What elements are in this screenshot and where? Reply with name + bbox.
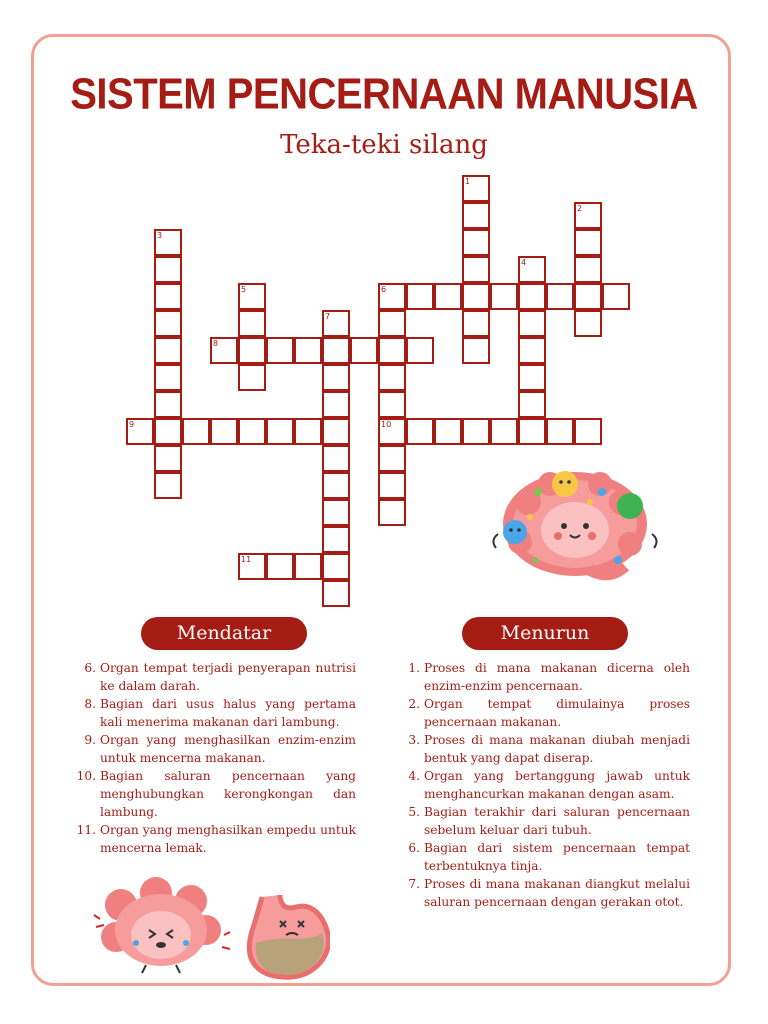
crossword-cell[interactable]	[294, 337, 322, 364]
down-clue	[398, 839, 690, 875]
crossword-cell[interactable]	[378, 445, 406, 472]
crossword-cell[interactable]	[406, 337, 434, 364]
clue-number: 7.	[408, 877, 420, 891]
clue-number: 5.	[408, 805, 420, 819]
crossword-cell[interactable]	[322, 364, 350, 391]
crossword-cell[interactable]	[238, 310, 266, 337]
crossword-cell[interactable]	[154, 310, 182, 337]
crossword-cell[interactable]	[322, 553, 350, 580]
crossword-cell[interactable]	[462, 283, 490, 310]
page-subtitle: Teka-teki silang	[280, 130, 488, 160]
crossword-cell[interactable]	[322, 445, 350, 472]
clue-text: Proses di mana makanan dicerna oleh enzim-enzim pencernaan.	[424, 661, 690, 693]
crossword-cell[interactable]	[322, 391, 350, 418]
crossword-clue-number: 6	[381, 285, 387, 294]
down-header: Menurun	[462, 617, 628, 650]
crossword-cell[interactable]	[518, 418, 546, 445]
down-clue-list	[398, 659, 690, 911]
clue-number: 1.	[408, 661, 420, 675]
crossword-clue-number: 1	[465, 177, 471, 186]
crossword-cell[interactable]	[322, 580, 350, 607]
crossword-cell[interactable]	[266, 553, 294, 580]
stomach-illustration	[240, 893, 330, 981]
crossword-cell[interactable]	[406, 283, 434, 310]
crossword-cell[interactable]	[546, 418, 574, 445]
across-clue	[74, 731, 356, 767]
crossword-cell[interactable]	[462, 337, 490, 364]
down-clue	[398, 803, 690, 839]
crossword-cell[interactable]	[462, 310, 490, 337]
crossword-cell[interactable]	[378, 499, 406, 526]
crossword-cell[interactable]	[406, 418, 434, 445]
crossword-cell[interactable]	[490, 283, 518, 310]
clue-text: Bagian dari sistem pencernaan tempat terbentuknya tinja.	[424, 841, 690, 873]
crossword-cell[interactable]	[490, 418, 518, 445]
crossword-clue-number: 8	[213, 339, 219, 348]
across-clue	[74, 695, 356, 731]
crossword-clue-number: 5	[241, 285, 247, 294]
crossword-cell[interactable]	[350, 337, 378, 364]
crossword-cell[interactable]	[574, 310, 602, 337]
across-clue	[74, 659, 356, 695]
crossword-clue-number: 2	[577, 204, 583, 213]
crossword-cell[interactable]	[462, 418, 490, 445]
clue-number: 11.	[76, 823, 96, 837]
clue-text: Organ tempat dimulainya proses pencernaan makanan.	[424, 697, 690, 729]
clue-text: Proses di mana makanan diubah menjadi bentuk yang dapat diserap.	[424, 733, 690, 765]
clue-number: 9.	[84, 733, 96, 747]
clue-number: 6.	[408, 841, 420, 855]
crossword-cell[interactable]	[434, 418, 462, 445]
crossword-cell[interactable]	[518, 364, 546, 391]
crossword-cell[interactable]	[322, 499, 350, 526]
crossword-cell[interactable]	[154, 364, 182, 391]
crossword-cell[interactable]	[378, 310, 406, 337]
across-clue	[74, 767, 356, 821]
down-clue	[398, 875, 690, 911]
crossword-cell[interactable]	[154, 283, 182, 310]
clue-text: Organ yang menghasilkan empedu untuk mencerna lemak.	[100, 823, 356, 855]
crossword-cell[interactable]	[154, 472, 182, 499]
clue-number: 8.	[84, 697, 96, 711]
intestine-illustration	[490, 462, 660, 587]
crossword-cell[interactable]	[518, 310, 546, 337]
crossword-cell[interactable]	[574, 283, 602, 310]
crossword-clue-number: 11	[241, 555, 252, 564]
crossword-cell[interactable]	[238, 364, 266, 391]
across-header: Mendatar	[141, 617, 307, 650]
crossword-cell[interactable]	[378, 337, 406, 364]
crossword-cell[interactable]	[182, 418, 210, 445]
clue-text: Bagian dari usus halus yang pertama kali menerima makanan dari lambung.	[100, 697, 356, 729]
clue-text: Proses di mana makanan diangkut melalui saluran pencernaan dengan gerakan otot.	[424, 877, 690, 909]
crossword-clue-number: 7	[325, 312, 331, 321]
crossword-cell[interactable]	[154, 391, 182, 418]
crossword-cell[interactable]	[462, 256, 490, 283]
crossword-cell[interactable]	[154, 337, 182, 364]
crossword-cell[interactable]	[518, 283, 546, 310]
clue-text: Organ yang bertanggung jawab untuk menghancurkan makanan dengan asam.	[424, 769, 690, 801]
crossword-cell[interactable]	[266, 418, 294, 445]
clue-text: Organ yang menghasilkan enzim-enzim untuk mencerna makanan.	[100, 733, 356, 765]
crossword-cell[interactable]	[266, 337, 294, 364]
crossword-cell[interactable]	[238, 337, 266, 364]
crossword-cell[interactable]	[518, 391, 546, 418]
crossword-clue-number: 3	[157, 231, 163, 240]
crossword-cell[interactable]	[518, 337, 546, 364]
crossword-cell[interactable]	[462, 229, 490, 256]
crossword-clue-number: 4	[521, 258, 527, 267]
crossword-cell[interactable]	[154, 418, 182, 445]
across-clue	[74, 821, 356, 857]
crossword-cell[interactable]	[574, 418, 602, 445]
clue-text: Bagian terakhir dari saluran pencernaan sebelum keluar dari tubuh.	[424, 805, 690, 837]
down-clue	[398, 731, 690, 767]
crossword-cell[interactable]	[378, 364, 406, 391]
down-clue	[398, 695, 690, 731]
clue-number: 10.	[76, 769, 96, 783]
across-clue-list	[74, 659, 356, 857]
crossword-cell[interactable]	[434, 283, 462, 310]
crossword-cell[interactable]	[238, 418, 266, 445]
clue-text: Bagian saluran pencernaan yang menghubungkan kerongkongan dan lambung.	[100, 769, 356, 819]
crossword-cell[interactable]	[602, 283, 630, 310]
crossword-cell[interactable]	[546, 283, 574, 310]
crossword-cell[interactable]	[154, 256, 182, 283]
crossword-cell[interactable]	[322, 472, 350, 499]
clue-number: 6.	[84, 661, 96, 675]
crossword-clue-number: 10	[381, 420, 392, 429]
page-title: SISTEM PENCERNAAN MANUSIA	[70, 69, 698, 119]
crossword-cell[interactable]	[322, 526, 350, 553]
crossword-cell[interactable]	[574, 256, 602, 283]
crossword-cell[interactable]	[210, 418, 238, 445]
crossword-cell[interactable]	[154, 445, 182, 472]
crossword-cell[interactable]	[322, 337, 350, 364]
clue-number: 3.	[408, 733, 420, 747]
crossword-cell[interactable]	[322, 418, 350, 445]
crossword-cell[interactable]	[378, 391, 406, 418]
crossword-cell[interactable]	[294, 418, 322, 445]
clue-number: 4.	[408, 769, 420, 783]
crossword-cell[interactable]	[294, 553, 322, 580]
crossword-cell[interactable]	[462, 202, 490, 229]
crossword-clue-number: 9	[129, 420, 135, 429]
crossword-cell[interactable]	[378, 472, 406, 499]
down-clue	[398, 659, 690, 695]
clue-number: 2.	[408, 697, 420, 711]
down-clue	[398, 767, 690, 803]
clue-text: Organ tempat terjadi penyerapan nutrisi ke dalam darah.	[100, 661, 356, 693]
crying-intestine-illustration	[86, 875, 236, 975]
crossword-cell[interactable]	[574, 229, 602, 256]
